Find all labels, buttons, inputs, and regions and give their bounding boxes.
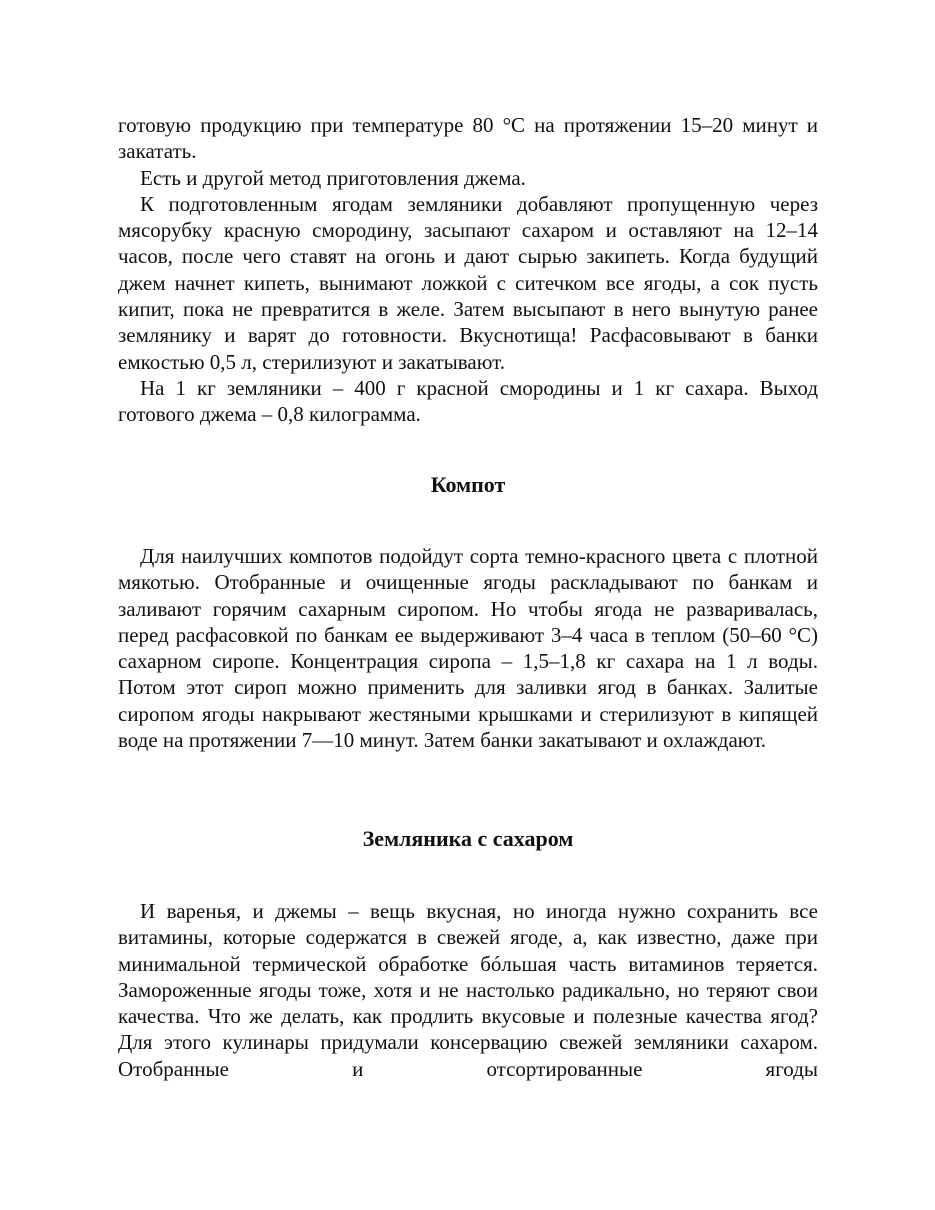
- sugar-paragraph-1: И варенья, и джемы – вещь вкусная, но иногда нужно сохранить все витамины, которые содержатся в свежей ягоде, а, как известно, даже при минимальной термической обработке бóльшая часть витаминов теряется. Замороженные ягоды тоже, хотя и не настолько радикально, но теряют свои качества. Что же делать, как продлить вкусовые и полезные качества ягод? Для этого кулинары придумали консервацию свежей земляники сахаром. Отобранные и отсортированные ягоды: [118, 899, 818, 1081]
- kompot-paragraph-1: Для наилучших компотов подойдут сорта темно-красного цвета с плотной мякотью. Отобранные и очищенные ягоды раскладывают по банкам и заливают горячим сахарным сиропом. Но чтобы ягода не разваривалась, перед расфасовкой по банкам ее выдерживают 3–4 часа в теплом (50–60 °С) сахарном сиропе. Концентрация сиропа – 1,5–1,8 кг сахара на 1 л воды. Потом этот сироп можно применить для заливки ягод в банках. Залитые сиропом ягоды накрывают жестяными крышками и стерилизуют в кипящей воде на протяжении 7—10 минут. Затем банки закатывают и охлаждают.: [118, 544, 818, 753]
- kompot-text-block: [118, 543, 818, 753]
- intro-paragraph-1: готовую продукцию при температуре 80 °С на протяжении 15–20 минут и закатать.: [118, 113, 818, 164]
- intro-paragraph-2: Есть и другой метод приготовления джема.: [140, 165, 526, 190]
- sugar-heading: Земляника с сахаром: [362, 826, 574, 851]
- intro-text-block: [118, 112, 818, 428]
- kompot-heading: Компот: [430, 472, 506, 497]
- sugar-text-block: [118, 898, 818, 1082]
- intro-paragraph-3: К подготовленным ягодам земляники добавляют пропущенную через мясорубку красную смородину, засыпают сахаром и оставляют на 12–14 часов, после чего ставят на огонь и дают сырью закипеть. Когда будущий джем начнет кипеть, вынимают ложкой с ситечком все ягоды, а сок пусть кипит, пока не превратится в желе. Затем высыпают в него вынутую ранее землянику и варят до готовности. Вкуснотища! Расфасовывают в банки емкостью 0,5 л, стерилизуют и закатывают.: [118, 191, 818, 374]
- intro-paragraph-4: На 1 кг земляники – 400 г красной смородины и 1 кг сахара. Выход готового джема – 0,8 килограмма.: [118, 375, 818, 427]
